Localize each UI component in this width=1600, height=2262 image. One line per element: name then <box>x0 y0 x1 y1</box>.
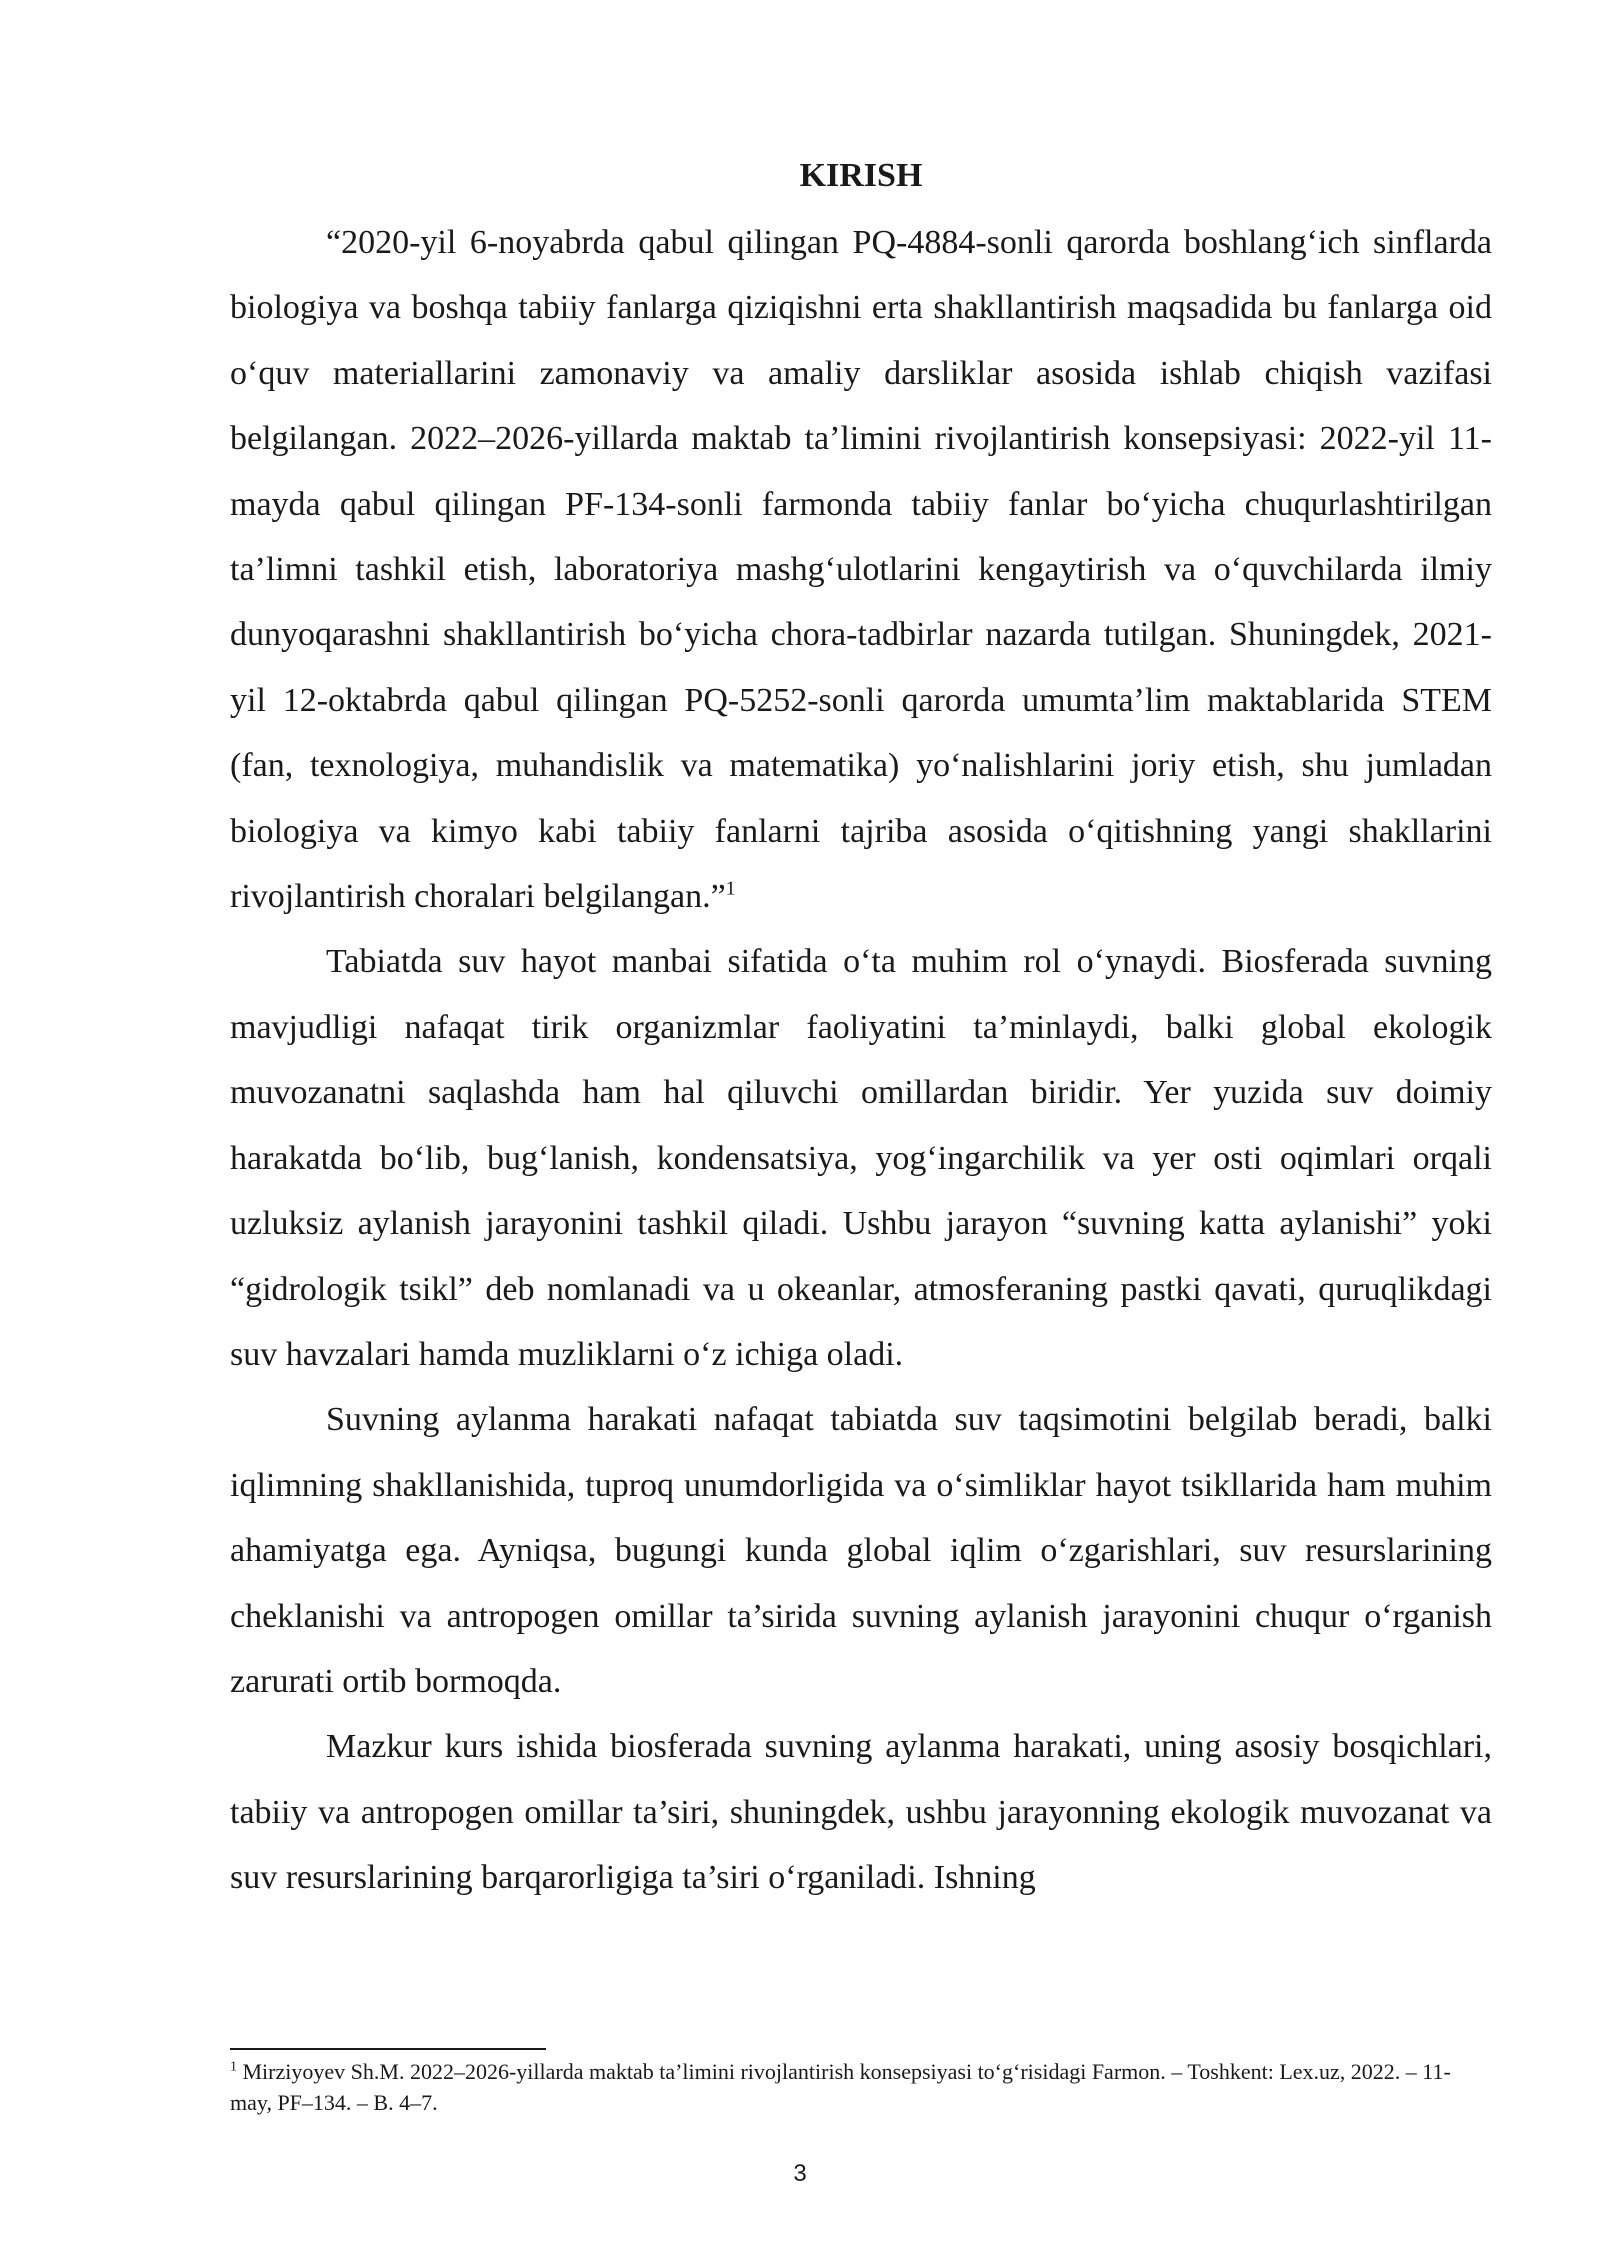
footnote-text: Mirziyoyev Sh.M. 2022–2026-yillarda maktab ta’limini rivojlantirish konsepsiyasi to‘g‘risidagi Farmon. – Toshkent: Lex.uz, 2022. – 11-may, PF–134. – B. 4–7. <box>230 2059 1451 2115</box>
footnote <box>230 2056 1492 2118</box>
page-number: 3 <box>793 2160 807 2187</box>
footnote-reference[interactable]: 1 <box>725 877 736 900</box>
document-page <box>230 150 1492 1911</box>
footnote-marker: 1 <box>230 2059 237 2075</box>
paragraph-4: Mazkur kurs ishida biosferada suvning aylanma harakati, uning asosiy bosqichlari, tabiiy va antropogen omillar ta’siri, shuningdek, ushbu jarayonning ekologik muvozanat va suv resurslarining barqarorligiga ta’siri o‘rganiladi. Ishning <box>230 1728 1492 1897</box>
paragraph-2: Tabiatda suv hayot manbai sifatida o‘ta muhim rol o‘ynaydi. Biosferada suvning mavjudligi nafaqat tirik organizmlar faoliyatini ta’minlaydi, balki global ekologik muvozanatni saqlashda ham hal qiluvchi omillardan biridir. Yer yuzida suv doimiy harakatda bo‘lib, bug‘lanish, kondensatsiya, yog‘ingarchilik va yer osti oqimlari orqali uzluksiz aylanish jarayonini tashkil qiladi. Ushbu jarayon “suvning katta aylanishi” yoki “gidrologik tsikl” deb nomlanadi va u okeanlar, atmosferaning pastki qavati, quruqlikdagi suv havzalari hamda muzliklarni o‘z ichiga oladi. <box>230 943 1492 1373</box>
paragraph-1 <box>230 210 1492 929</box>
footnote-separator <box>230 2048 546 2050</box>
paragraph-3: Suvning aylanma harakati nafaqat tabiatda suv taqsimotini belgilab beradi, balki iqlimning shakllanishida, tuproq unumdorligida va o‘simliklar hayot tsikllarida ham muhim ahamiyatga ega. Ayniqsa, bugungi kunda global iqlim o‘zgarishlari, suv resurslarining cheklanishi va antropogen omillar ta’sirida suvning aylanish jarayonini chuqur o‘rganish zarurati ortib bormoqda. <box>230 1401 1492 1700</box>
paragraph-1-text: “2020-yil 6-noyabrda qabul qilingan PQ-4884-sonli qarorda boshlang‘ich sinflarda biologiya va boshqa tabiiy fanlarga qiziqishni erta shakllantirish maqsadida bu fanlarga oid o‘quv materiallarini zamonaviy va amaliy darsliklar asosida ishlab chiqish vazifasi belgilangan. 2022–2026-yillarda maktab ta’limini rivojlantirish konsepsiyasi: 2022-yil 11-mayda qabul qilingan PF-134-sonli farmonda tabiiy fanlar bo‘yicha chuqurlashtirilgan ta’limni tashkil etish, laboratoriya mashg‘ulotlarini kengaytirish va o‘quvchilarda ilmiy dunyoqarashni shakllantirish bo‘yicha chora-tadbirlar nazarda tutilgan. Shuningdek, 2021-yil 12-oktabrda qabul qilingan PQ-5252-sonli qarorda umumta’lim maktablarida STEM (fan, texnologiya, muhandislik va matematika) yo‘nalishlarini joriy etish, shu jumladan biologiya va kimyo kabi tabiiy fanlarni tajriba asosida o‘qitishning yangi shakllarini rivojlantirish choralari belgilangan.” <box>230 224 1492 916</box>
section-heading: KIRISH <box>799 157 923 194</box>
